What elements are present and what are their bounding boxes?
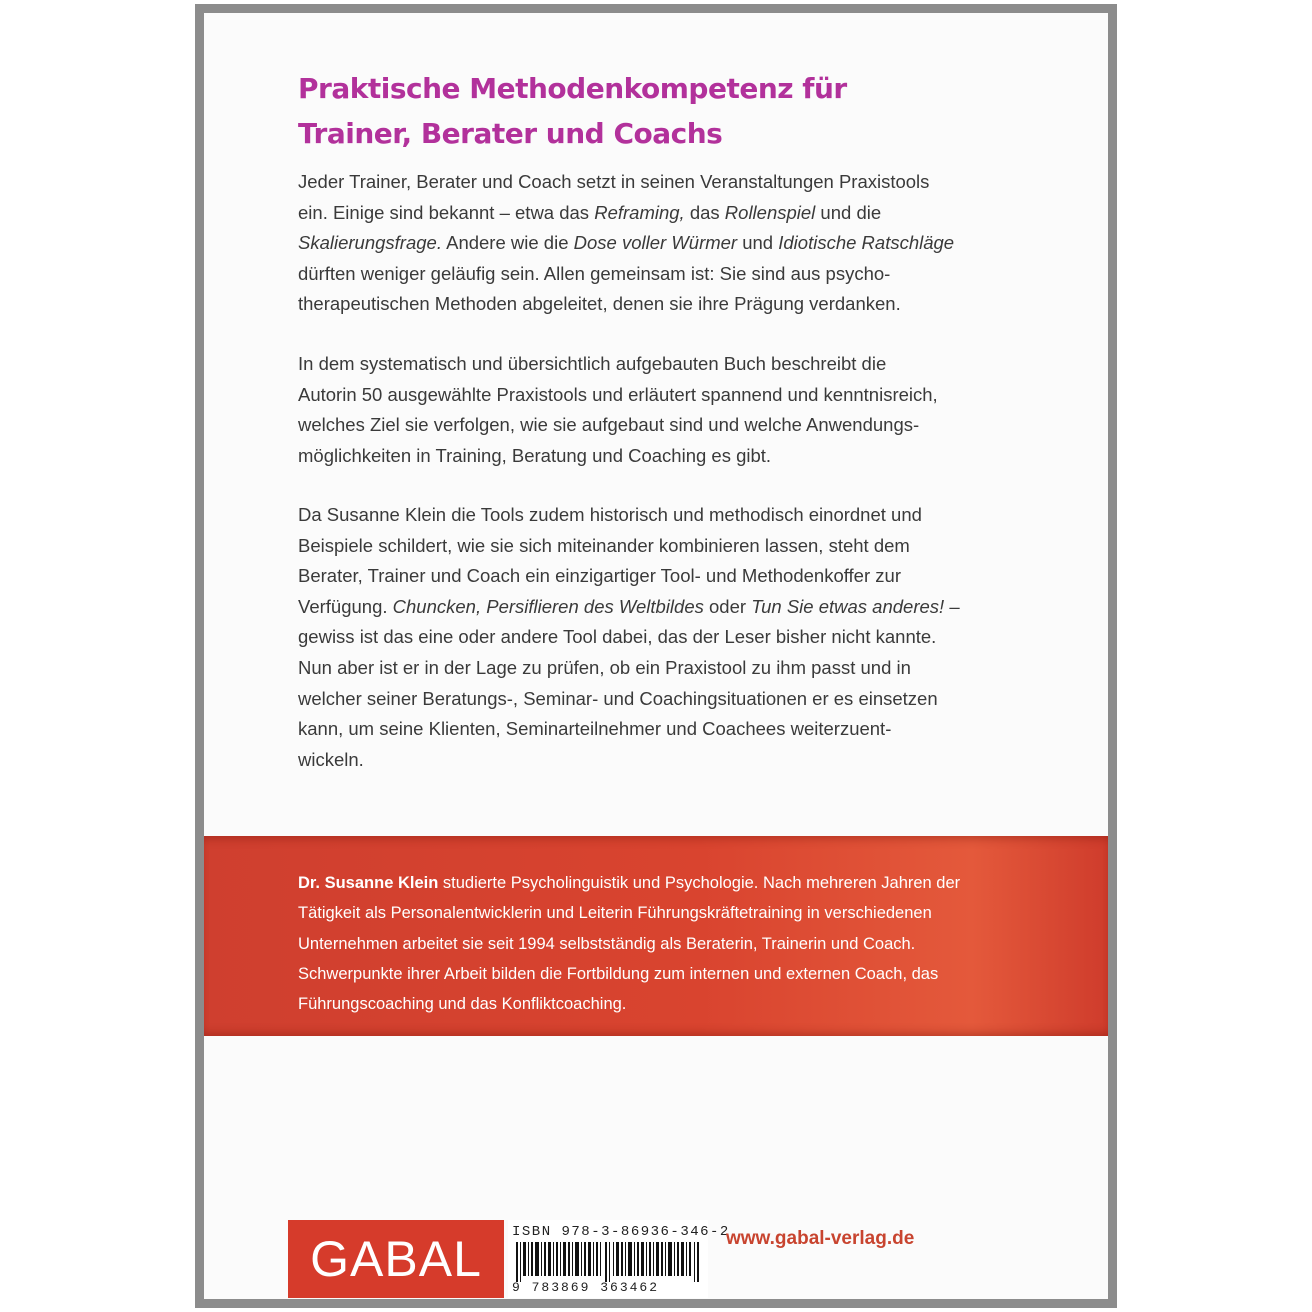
author-bio (298, 868, 1058, 1019)
headline-line-1: Praktische Methodenkompetenz für (298, 72, 847, 105)
text-run: – (944, 595, 960, 617)
text-run: das (684, 201, 725, 223)
author-name: Dr. Susanne Klein (298, 874, 439, 892)
text-line (298, 868, 1058, 898)
text-line: Unternehmen arbeitet sie seit 1994 selbstständig als Beraterin, Trainerin und Coach. (298, 934, 916, 953)
text-line: möglichkeiten in Training, Beratung und Coaching es gibt. (298, 444, 772, 466)
text-line: welches Ziel sie verfolgen, wie sie aufgebaut sind und welche Anwendungs- (298, 414, 920, 436)
text-run: und die (815, 201, 882, 223)
gabal-logo: GABAL (288, 1220, 504, 1298)
text-run: Andere wie die (441, 232, 574, 254)
emphasis: Chuncken, Persiflieren des Weltbildes (392, 595, 704, 617)
text-run: Verfügung. (298, 595, 393, 617)
text-line: dürften weniger geläufig sein. Allen gemeinsam ist: Sie sind aus psycho- (298, 262, 891, 284)
text-run: ein. Einige sind bekannt – etwa das (298, 201, 595, 223)
emphasis: Skalierungsfrage. (298, 232, 442, 254)
emphasis: Dose voller Würmer (573, 232, 738, 254)
text-line (298, 592, 1028, 623)
text-run: und (737, 232, 779, 254)
text-line: In dem systematisch und übersichtlich aufgebauten Buch beschreibt die (298, 353, 887, 374)
paragraph-book-description (298, 349, 1028, 471)
text-line: Nun aber ist er in der Lage zu prüfen, ob ein Praxistool zu ihm passt und in (298, 656, 911, 678)
barcode (514, 1242, 704, 1282)
ean-number: 9 783869 363462 (512, 1280, 660, 1295)
text-line: therapeutischen Methoden abgeleitet, denen sie ihre Prägung verdanken. (298, 293, 901, 315)
text-line (298, 228, 1028, 259)
paragraph-intro (298, 167, 1028, 320)
text-line: Da Susanne Klein die Tools zudem historisch und methodisch einordnet und (298, 504, 922, 525)
headline (298, 66, 847, 156)
text-line: Jeder Trainer, Berater und Coach setzt in seinen Veranstaltungen Praxistools (298, 171, 930, 192)
headline-line-2: Trainer, Berater und Coachs (298, 117, 723, 150)
text-line: Autorin 50 ausgewählte Praxistools und erläutert spannend und kenntnisreich, (298, 383, 938, 405)
text-line: Beispiele schildert, wie sie sich miteinander kombinieren lassen, steht dem (298, 534, 910, 556)
text-line: Führungscoaching und das Konfliktcoaching. (298, 995, 627, 1014)
text-line: wickeln. (298, 748, 364, 770)
text-run: oder (703, 595, 752, 617)
text-line: gewiss ist das eine oder andere Tool dabei, das der Leser bisher nicht kannte. (298, 626, 937, 648)
emphasis: Tun Sie etwas anderes! (751, 595, 945, 617)
text-line: Schwerpunkte ihrer Arbeit bilden die Fortbildung zum internen und externen Coach, das (298, 964, 939, 983)
publisher-website-link[interactable]: www.gabal-verlag.de (726, 1228, 915, 1249)
text-line: Berater, Trainer und Coach ein einzigartiger Tool- und Methodenkoffer zur (298, 565, 901, 587)
isbn-label: ISBN 978-3-86936-346-2 (512, 1224, 730, 1240)
text-run: studierte Psycholinguistik und Psychologie. Nach mehreren Jahren der (438, 874, 961, 892)
text-line: kann, um seine Klienten, Seminarteilnehmer und Coachees weiterzuent- (298, 718, 892, 740)
text-line (298, 198, 1028, 229)
emphasis: Idiotische Ratschläge (778, 232, 955, 254)
text-line: welcher seiner Beratungs-, Seminar- und Coachingsituationen er es einsetzen (298, 687, 938, 709)
text-line: Tätigkeit als Personalentwicklerin und Leiterin Führungskräftetraining in verschiedenen (298, 904, 932, 923)
emphasis: Rollenspiel (724, 201, 816, 223)
paragraph-tools (298, 500, 1028, 775)
emphasis: Reframing, (594, 201, 685, 223)
